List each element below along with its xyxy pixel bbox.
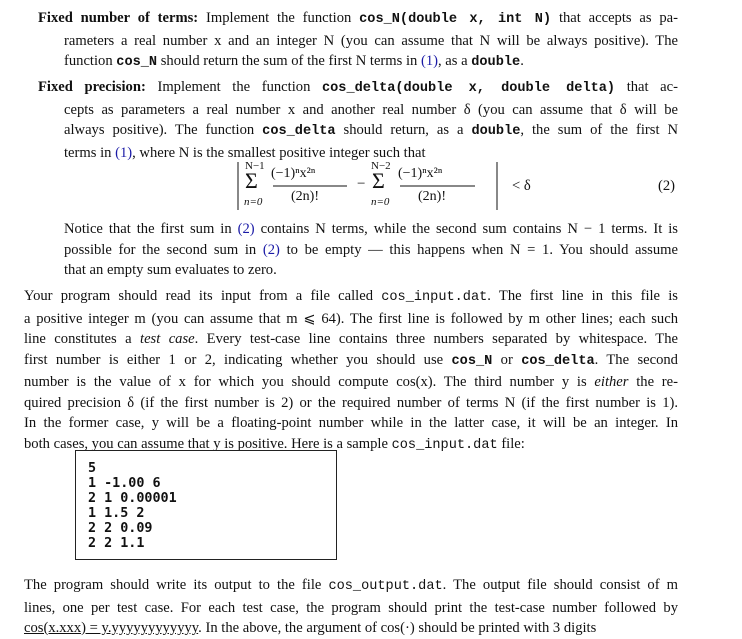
either-em: either — [594, 374, 629, 390]
fixed-precision-heading: Fixed precision: — [38, 79, 146, 95]
double-type: double — [471, 55, 521, 70]
eq-ref-2b[interactable]: (2) — [262, 241, 280, 258]
program-line-8: both cases, you can assume that y is positive. Here is a sample cos_input.dat file: — [24, 435, 525, 453]
equation-number: (2) — [658, 178, 676, 194]
sample-line: 5 — [88, 461, 97, 476]
sample-input-content — [88, 461, 177, 551]
sum2-sigma: Σ — [372, 168, 385, 193]
sample-line: 2 2 0.09 — [88, 521, 153, 536]
program-line-4: first number is either 1 or 2, indicating whether you should use cos_N or cos_delta. The second — [24, 351, 678, 369]
sum1-sigma: Σ — [245, 168, 258, 193]
fixed-terms-line-2: rameters a real number x and an integer N (you can assume that N will be always positive). The — [64, 32, 678, 49]
output-filename: cos_output.dat — [328, 579, 443, 594]
cos-delta-ref: cos_delta — [521, 353, 595, 369]
sample-line: 2 1 0.00001 — [88, 491, 177, 506]
program-line-1: Your program should read its input from a file called cos_input.dat. The first line in this file is — [24, 288, 678, 305]
cos-n-name: cos_N — [116, 55, 158, 70]
eq-ref-1[interactable]: (1) — [420, 53, 438, 69]
notice-line-3: that an empty sum evaluates to zero. — [64, 262, 277, 278]
sample-line: 1 -1.00 6 — [88, 476, 161, 491]
program-paragraph — [24, 286, 678, 456]
output-line-3: cos(x.xxx) = y.yyyyyyyyyyyy. In the above, the argument of cos(·) should be printed with 3 digits — [24, 620, 597, 636]
program-line-3: line constitutes a test case. Every test-case line contains three numbers separated by whitespace. The — [24, 331, 678, 347]
output-line-2: lines, one per test case. For each test case, the program should print the test-case number followed by — [24, 599, 678, 616]
input-filename: cos_input.dat — [381, 290, 488, 305]
cos-n-ref: cos_N — [451, 353, 493, 369]
output-line-1: The program should write its output to the file cos_output.dat. The output file should consist of m — [24, 577, 678, 594]
eq-ref-1b[interactable]: (1) — [115, 144, 133, 161]
output-paragraph — [24, 575, 678, 639]
program-line-2: a positive integer m (you can assume that m ⩽ 64). The first line is followed by m other lines; each such — [24, 310, 678, 327]
cos-n-signature: cos_N(double x, int N) — [359, 12, 552, 27]
fixed-terms-paragraph — [38, 8, 678, 74]
relation: < δ — [512, 178, 531, 194]
output-format: cos(x.xxx) = y.yyyyyyyyyyyy — [24, 620, 199, 636]
fixed-precision-paragraph — [38, 77, 678, 163]
fixed-precision-line-4: terms in (1), where N is the smallest positive integer such that — [64, 144, 426, 161]
test-case-em: test case — [140, 331, 195, 347]
cos-delta-signature: cos_delta(double x, double delta) — [321, 81, 616, 96]
sum1-denominator: (2n)! — [291, 189, 319, 204]
program-line-6: quired precision δ (if the first number is 2) or the required number of terms N (if the first number is 1). — [24, 394, 678, 411]
double-type-2: double — [471, 124, 521, 139]
program-line-7: In the former case, y will be a floating-point number while in the latter case, it will be an integer. In — [24, 415, 678, 431]
eq-ref-2a[interactable]: (2) — [237, 221, 255, 237]
sum1-upper: N−1 — [245, 160, 265, 172]
sum2-denominator: (2n)! — [418, 189, 446, 204]
fixed-terms-line-3: function cos_N should return the sum of the first N terms in (1), as a double. — [64, 53, 524, 70]
sample-line: 1 1.5 2 — [88, 506, 145, 521]
sum2-upper: N−2 — [371, 160, 391, 172]
fixed-terms-line-1: Fixed number of terms: Implement the function cos_N(double x, int N) that accepts as pa- — [38, 10, 679, 27]
notice-paragraph — [64, 219, 678, 281]
notice-line-1: Notice that the first sum in (2) contains N terms, while the second sum contains N − 1 terms. It is — [64, 221, 678, 237]
fixed-precision-line-3: always positive). The function cos_delta should return, as a double, the sum of the first N — [64, 122, 678, 139]
fixed-terms-heading: Fixed number of terms: — [38, 10, 199, 26]
sum1-numerator: (−1)ⁿx²ⁿ — [271, 166, 316, 181]
sample-line: 2 2 1.1 — [88, 536, 145, 551]
notice-line-2: possible for the second sum in (2) to be empty — this happens when N = 1. You should assume — [64, 241, 678, 258]
program-line-5: number is the value of x for which you should compute cos(x). The third number y is either the re- — [24, 374, 678, 390]
fixed-precision-line-1: Fixed precision: Implement the function cos_delta(double x, double delta) that ac- — [38, 79, 679, 96]
input-filename-2: cos_input.dat — [391, 437, 498, 453]
sum2-numerator: (−1)ⁿx²ⁿ — [398, 166, 443, 181]
sum2-lower: n=0 — [371, 196, 390, 208]
minus-sign: − — [357, 176, 366, 192]
fixed-precision-line-2: cepts as parameters a real number x and another real number δ (you can assume that δ will be — [64, 101, 678, 118]
sample-input-box — [75, 450, 337, 560]
equation-2 — [235, 160, 695, 212]
sum1-lower: n=0 — [244, 196, 263, 208]
cos-delta-name: cos_delta — [262, 124, 336, 139]
